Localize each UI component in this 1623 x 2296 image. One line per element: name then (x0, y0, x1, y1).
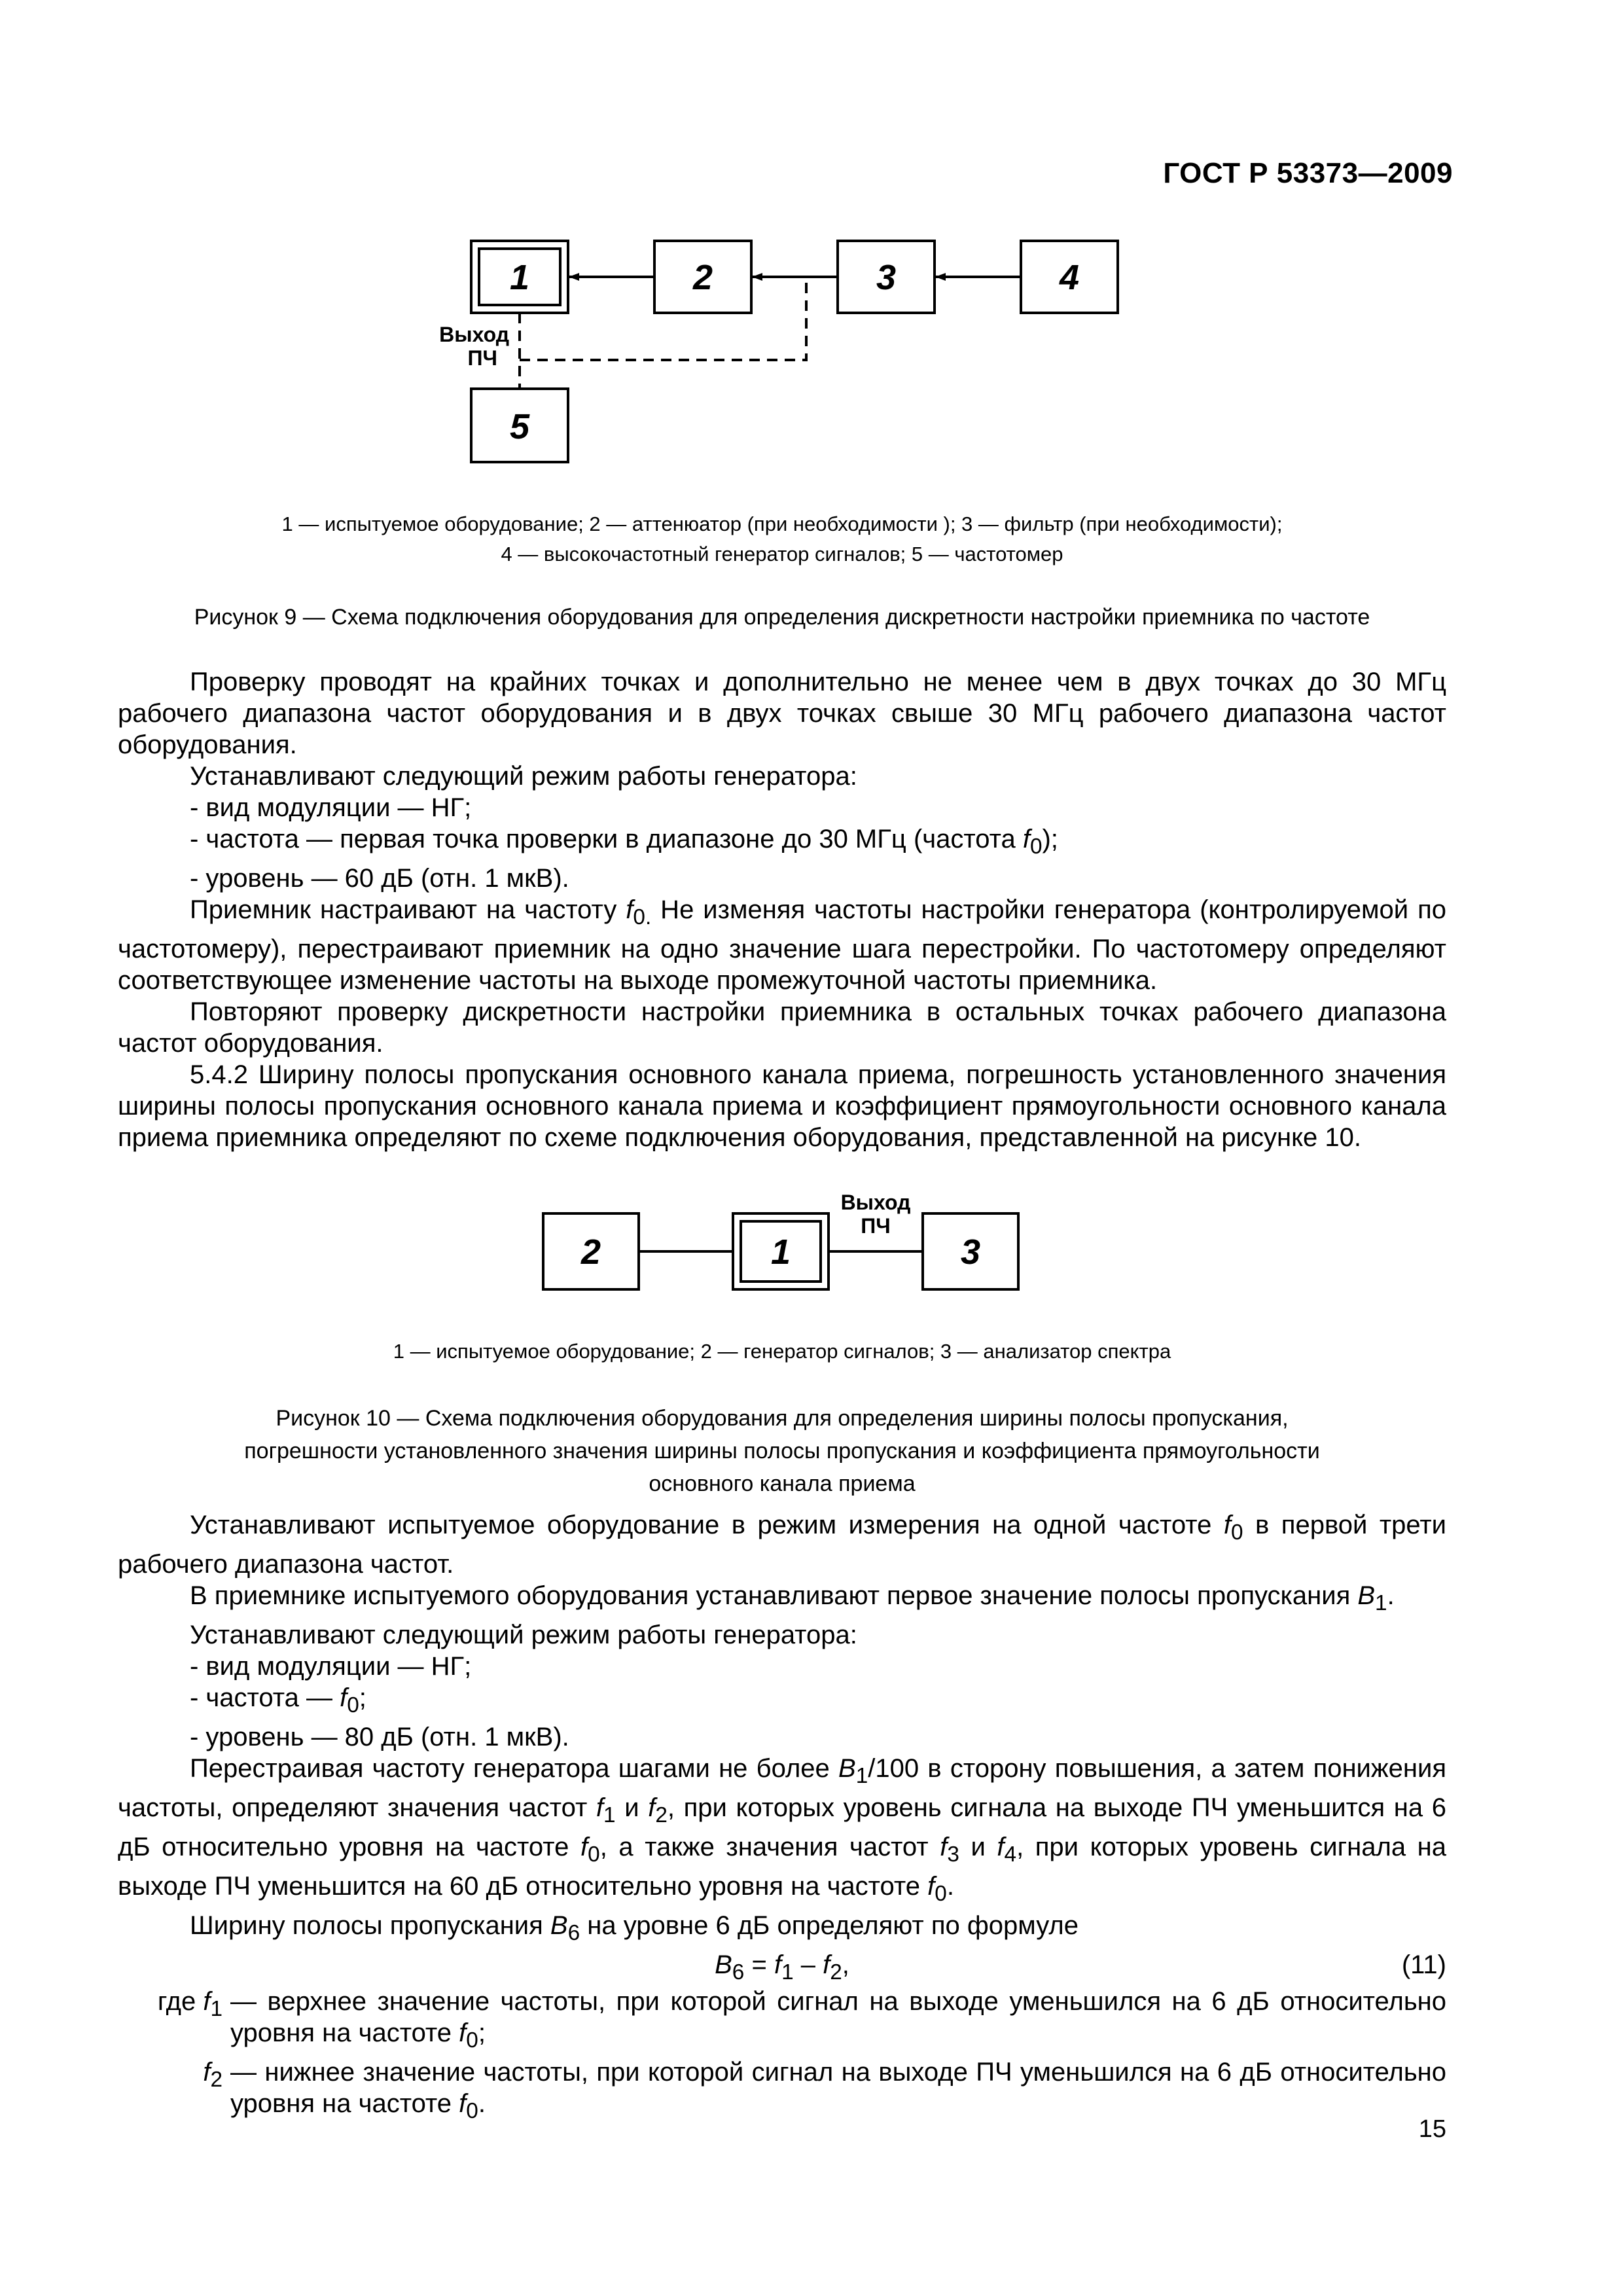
list-item: - вид модуляции — НГ; (190, 1652, 472, 1681)
standard-number: ГОСТ Р 53373—2009 (1163, 157, 1453, 189)
figure-9-legend-line2: 4 — высокочастотный генератор сигналов; 5 — частотомер (501, 543, 1063, 565)
paragraph: Устанавливают испытуемое оборудование в режим измерения на одной частоте $f_0$ в первой трети рабочего диапазона частот. (118, 1511, 1447, 1579)
if-output-label-line1: Выход (840, 1191, 911, 1214)
list-item: - уровень — 80 дБ (отн. 1 мкВ). (190, 1723, 569, 1751)
block-3-filter (838, 241, 935, 313)
if-output-label-line2: ПЧ (467, 346, 497, 370)
if-output-label-line2: ПЧ (861, 1214, 891, 1238)
block-5-frequency-meter (471, 389, 568, 462)
section-1-text (118, 666, 1446, 1153)
paragraph: Проверку проводят на крайних точках и дополнительно не менее чем в двух точках до 30 МГц рабочего диапазона частот оборудования и в двух точках свыше 30 МГц рабочего диапазона частот оборудования. (118, 668, 1446, 759)
list-item: - частота — $f_0$; (190, 1683, 366, 1717)
list-item: - частота — первая точка проверки в диапазоне до 30 МГц (частота $f_0$); (190, 825, 1058, 859)
where-item-f1: где $f_1$ — верхнее значение частоты, при которой сигнал на выходе уменьшился на 6 дБ относительно уровня на частоте $f_0$; (157, 1987, 1446, 2053)
paragraph: Ширину полосы пропускания $B_6$ на уровне 6 дБ определяют по формуле (190, 1911, 1079, 1945)
block-1-equipment (471, 241, 568, 313)
figure-10-title-line2: погрешности установленного значения ширины полосы пропускания и коэффициента прямоугольности (244, 1439, 1320, 1463)
formula-body: $B_6 = f_1 - f_2$, (715, 1950, 849, 1984)
if-output-label-line1: Выход (439, 323, 509, 346)
block-1-label: 1 (509, 258, 530, 297)
figure-9-title: Рисунок 9 — Схема подключения оборудования для определения дискретности настройки приемника по частоте (194, 605, 1370, 630)
page-number: 15 (1418, 2115, 1446, 2143)
paragraph: Приемник настраивают на частоту $f_{0.}$ Не изменяя частоты настройки генератора (контролируемой по частотомеру), перестраивают приемник на одно значение шага перестройки. По частотомеру определяют соответствующее изменение частоты на выходе промежуточной частоты приемника. (118, 895, 1446, 995)
where-item-f2: $f_2$ — нижнее значение частоты, при которой сигнал на выходе ПЧ уменьшился на 6 дБ относительно уровня на частоте $f_0$. (203, 2058, 1446, 2123)
block-4-label: 4 (1059, 258, 1080, 297)
figure-10-title (118, 1402, 1446, 1500)
block-3-label: 3 (960, 1232, 981, 1272)
figure-10-title-line3: основного канала приема (649, 1471, 916, 1496)
figure-10-title-line1: Рисунок 10 — Схема подключения оборудования для определения ширины полосы пропускания, (276, 1406, 1289, 1431)
figure-9-diagram (393, 229, 1152, 478)
formula-number: (11) (1401, 1950, 1446, 1979)
list-item: - уровень — 60 дБ (отн. 1 мкВ). (190, 864, 569, 893)
figure-10-diagram (537, 1178, 1034, 1309)
block-5-label: 5 (509, 407, 530, 446)
section-2-text (118, 1509, 1446, 2127)
block-2-label: 2 (580, 1232, 601, 1272)
block-1-equipment (733, 1213, 829, 1289)
block-2-attenuator (654, 241, 751, 313)
figure-9-legend (118, 509, 1446, 569)
paragraph: Перестраивая частоту генератора шагами не более $B_1/100$ в сторону повышения, а затем понижения частоты, определяют значения частот $f_1$ и $f_2$, при которых уровень сигнала на выходе ПЧ уменьшится на 6 дБ относительно уровня на частоте $f_0$, а также значения частот $f_3$ и $f_4$, при которых уровень сигнала на выходе ПЧ уменьшится на 60 дБ относительно уровня на частоте $f_0$. (118, 1754, 1447, 1906)
block-3-label: 3 (876, 258, 897, 297)
paragraph: В приемнике испытуемого оборудования устанавливают первое значение полосы пропускания $B_1$. (190, 1581, 1395, 1615)
figure-9-legend-line1: 1 — испытуемое оборудование; 2 — аттенюатор (при необходимости ); 3 — фильтр (при необходимости); (281, 512, 1283, 535)
paragraph: Повторяют проверку дискретности настройки приемника в остальных точках рабочего диапазона частот оборудования. (118, 997, 1446, 1058)
list-item: - вид модуляции — НГ; (190, 793, 472, 822)
paragraph: Устанавливают следующий режим работы генератора: (190, 1621, 857, 1649)
block-2-label: 2 (692, 258, 713, 297)
paragraph: 5.4.2 Ширину полосы пропускания основного канала приема, погрешность установленного значения ширины полосы пропускания основного канала приема и коэффициент прямоугольности основного канала приема приемника определяют по схеме подключения оборудования, представленной на рисунке 10. (118, 1060, 1446, 1152)
formula-11 (118, 1949, 1446, 1986)
block-2-signal-generator (543, 1213, 639, 1289)
figure-10-legend: 1 — испытуемое оборудование; 2 — генератор сигналов; 3 — анализатор спектра (393, 1340, 1171, 1363)
block-4-generator (1021, 241, 1118, 313)
block-3-spectrum-analyzer (923, 1213, 1018, 1289)
paragraph: Устанавливают следующий режим работы генератора: (190, 762, 857, 791)
block-1-label: 1 (770, 1232, 791, 1272)
